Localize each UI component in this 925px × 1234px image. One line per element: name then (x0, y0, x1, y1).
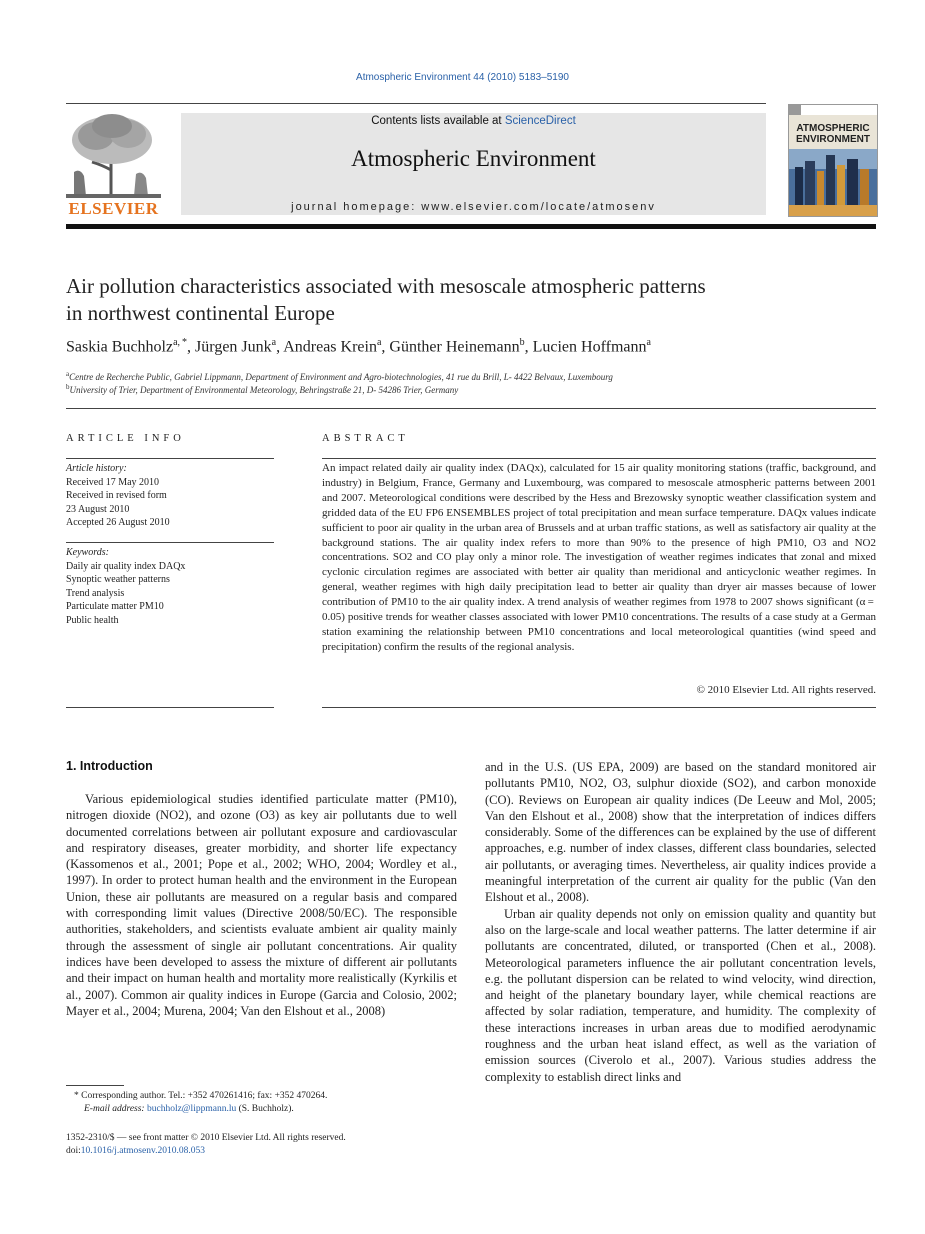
keywords-rule (66, 542, 274, 543)
keyword: Daily air quality index DAQx (66, 560, 186, 572)
abstract-rule (322, 458, 876, 459)
article-info-heading: ARTICLE INFO (66, 433, 185, 444)
paragraph: Various epidemiological studies identified particulate matter (PM10), nitrogen dioxide (NO2), and ozone (O3) as key air pollutants due to well documented correlations between air pollutant exposure and cardiovascular and respiratory diseases, greater morbidity, and shorter life expectancy (Kassomenos et al., 2001; Pope et al., 2002; WHO, 2004; Wordley et al., 1997). In order to protect human health and the environment in the European Union, these air pollutants are measured on a regular basis and compared with corresponding limit values (Directive 2008/50/EC). The responsible authorities, stakeholders, and scientists evaluate ambient air quality mainly through the assessment of single air pollutant concentrations. Air quality indices have been developed to assess the mixture of different air pollutants and their impact on human health and mortality more realistically (Kyrkilis et al., 2007). Common air quality indices in Europe (Garcia and Colosio, 2002; Mayer et al., 2004; Murena, 2004; Van den Elshout et al., 2008) (66, 792, 457, 1018)
article-history: Article history: Received 17 May 2010 Received in revised form 23 August 2010 Accepted 26 August 2010 (66, 463, 170, 528)
author-name[interactable]: Saskia Buchholz (66, 338, 174, 356)
contents-line (181, 115, 766, 127)
email-note: E-mail address: buchholz@lippmann.lu (S. Buchholz). (84, 1104, 294, 1114)
footnote-rule (66, 1085, 124, 1086)
section-heading-introduction: 1. Introduction (66, 759, 153, 773)
header-thick-rule (66, 224, 876, 229)
keyword: Synoptic weather patterns (66, 574, 170, 585)
cover-title: ATMOSPHERIC ENVIRONMENT (796, 123, 870, 145)
author-affil-marker[interactable]: a, * (173, 337, 188, 348)
affiliation-b: $^b$University of Trier, Department of Environmental Meteorology, Behringstraße 21, D- 54286 Trier, Germany (66, 383, 459, 395)
abstract-copyright: © 2010 Elsevier Ltd. All rights reserved. (696, 684, 876, 696)
author-list: Saskia Buchholz$^{a, *}$, Jürgen Junk$^a$, Andreas Krein$^a$, Günther Heinemann$^b$, Lucien Hoffmann$^a$ (66, 337, 651, 356)
author-affil-marker[interactable]: b (519, 337, 525, 348)
journal-title: Atmospheric Environment (351, 146, 596, 171)
author-name[interactable]: Jürgen Junk (195, 338, 272, 356)
corresponding-author-note: * Corresponding author. Tel.: +352 470261416; fax: +352 470264. (74, 1091, 328, 1101)
title-section-rule (66, 408, 876, 409)
paragraph: Urban air quality depends not only on emission quality and quantity but also on the large-scale and local weather patterns. The latter determine if air pollutants are concentrated, diluted, or transported (Chen et al., 2008). Meteorological parameters influence the air pollutant concentration levels, e.g. the pollutant dispersion can be related to wind velocity, wind direction, and height of the planetary boundary layer, while chemical reactions are affected by solar radiation, temperature, and humidity. The complexity of these interactions increases in urban areas due to modified aerodynamic roughness and the urban heat island effect, as well as the variation of emission sources (Civerolo et al., 2007). Various studies address the complexity to establish direct links and (485, 906, 876, 1084)
doi-link[interactable]: 10.1016/j.atmosenv.2010.08.053 (80, 1146, 205, 1156)
journal-cover-thumbnail (788, 104, 878, 217)
author-affil-marker[interactable]: a (271, 337, 277, 348)
author-name[interactable]: Günther Heinemann (389, 338, 520, 356)
affiliation-a: $^a$Centre de Recherche Public, Gabriel Lippmann, Department of Environment and Agro-biotechnologies, 41 rue du Brill, L- 4422 Belvaux, Luxembourg (66, 370, 613, 382)
abstract-bottom-rule (322, 707, 876, 708)
contents-prefix: Contents lists available at (371, 115, 505, 127)
keyword: Trend analysis (66, 587, 125, 599)
header-rule (66, 103, 766, 104)
article-info-rule (66, 458, 274, 459)
issn-line: 1352-2310/$ — see front matter © 2010 Elsevier Ltd. All rights reserved. (66, 1133, 346, 1143)
article-info-bottom-rule (66, 707, 274, 708)
keyword: Particulate matter PM10 (66, 601, 164, 612)
abstract-heading: ABSTRACT (322, 433, 409, 444)
keywords-block: Keywords: Daily air quality index DAQx Synoptic weather patterns Trend analysis Particulate matter PM10 Public health (66, 546, 274, 627)
author-name[interactable]: Andreas Krein (283, 338, 377, 356)
sciencedirect-link[interactable]: ScienceDirect (504, 115, 576, 127)
elsevier-wordmark: ELSEVIER (68, 199, 159, 218)
author-affil-marker[interactable]: a (646, 337, 651, 348)
body-right-column (485, 759, 876, 1085)
keyword: Public health (66, 614, 119, 626)
journal-homepage[interactable]: journal homepage: www.elsevier.com/locate/atmosenv (291, 201, 656, 213)
doi-line: doi:10.1016/j.atmosenv.2010.08.053 (66, 1146, 205, 1156)
email-link[interactable]: buchholz@lippmann.lu (146, 1104, 237, 1114)
body-left-column (66, 791, 457, 1019)
author-affil-marker[interactable]: a (376, 337, 382, 348)
paragraph: and in the U.S. (US EPA, 2009) are based on the standard monitored air pollutants PM10, NO2, O3, sulphur dioxide (SO2), and carbon monoxide (CO). Reviews on European air quality indices (De Leeuw and Mol, 2005; Van den Elshout et al., 2008) show that the interpretation of indices differs considerably. Some of the differences can be explained by the use of different approaches, e.g. number of index classes, different class boundaries, selected air pollutants, or averaging times. Nevertheless, air quality indices provide a meaningful interpretation of the current air quality for the public (Van den Elshout et al., 2008). (485, 760, 876, 905)
author-name[interactable]: Lucien Hoffmann (532, 338, 647, 356)
journal-citation[interactable]: Atmospheric Environment 44 (2010) 5183–5190 (356, 72, 569, 83)
article-title: Air pollution characteristics associated with mesoscale atmospheric patterns in northwest continental Europe (66, 274, 706, 325)
abstract-text: An impact related daily air quality index (DAQx), calculated for 15 air quality monitoring stations (traffic, background, and industry) in Belgium, France, Germany and Luxembourg, was compared to mesoscale atmospheric patterns between 2001 and 2007. Meteorological conditions were described by the Hess and Brezowsky synoptic weather classification system and gridded data of the EU FP6 ENSEMBLES project of total precipitation and mean surface temperature. DAQx values indicate sufficient to poor air quality in the urban area of Brussels and at urban traffic stations, as well as satisfactory air quality at the background stations. The air quality index refers to more than 90% to the presence of high PM10, O3 and NO2 concentrations. SO2 and CO play only a minor role. The investigation of weather regimes indicates that zonal and mixed cyclonic circulation regimes are associated with better air quality than meridional and anticyclonic weather regimes. In general, weather regimes with high daily precipitation lead to better air quality than dryer air masses because of lower contribution of PM10 to the air quality index. A trend analysis of weather regimes from 1978 to 2007 shows significant (α = 0.05) positive trends for weather classes associated with lower PM10 concentrations. The results of a case study at a German station examining the relationship between PM10 concentrations and local meteorological quantities (wind speed and precipitation) confirm the results of the regional analysis. (322, 462, 876, 653)
